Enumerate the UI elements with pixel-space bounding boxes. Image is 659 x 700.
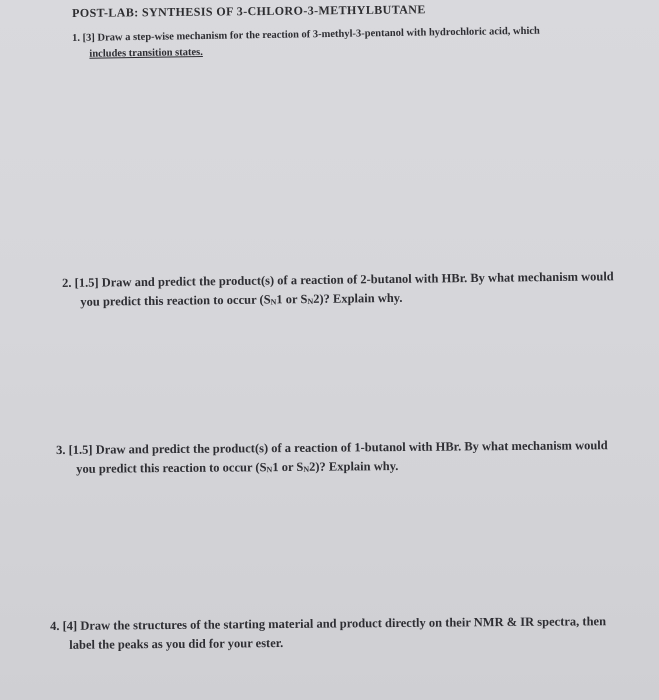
- question-4: [50, 612, 606, 655]
- question-1-points: [3]: [82, 32, 95, 44]
- question-4-number: 4.: [50, 618, 60, 633]
- question-1: [72, 24, 540, 63]
- question-3-line-2-start: you predict this reaction to occur (S: [76, 460, 267, 476]
- question-2-line-2-start: you predict this reaction to occur (S: [80, 292, 271, 309]
- question-1-number: 1.: [72, 32, 81, 44]
- question-2-subscript-1: N: [270, 297, 277, 307]
- question-3-text: Draw and predict the product(s) of a reaction of 1-butanol with HBr. By what mechanism would: [95, 438, 608, 457]
- question-2: [62, 267, 614, 314]
- question-4-points: [4]: [62, 618, 78, 633]
- question-2-number: 2.: [62, 275, 72, 290]
- question-3: [56, 436, 608, 481]
- question-3-line-2-end: 2)? Explain why.: [309, 459, 399, 474]
- question-1-text: Draw a step-wise mechanism for the reaction of 3-methyl-3-pentanol with hydrochloric acid, which: [97, 25, 540, 44]
- question-3-subscript-2: N: [303, 464, 310, 474]
- question-3-subscript-1: N: [266, 465, 273, 475]
- question-3-line-2-mid: 1 or S: [272, 459, 304, 475]
- page-title: POST-LAB: SYNTHESIS OF 3-CHLORO-3-METHYLBUTANE: [72, 2, 426, 20]
- question-4-line-2: label the peaks as you did for your ester.: [69, 635, 284, 652]
- question-2-line-2-mid: 1 or S: [276, 292, 308, 307]
- question-3-number: 3.: [56, 442, 66, 457]
- question-3-points: [1.5]: [68, 442, 93, 457]
- question-2-text: Draw and predict the product(s) of a reaction of 2-butanol with HBr. By what mechanism would: [101, 269, 614, 290]
- question-2-subscript-2: N: [307, 296, 314, 307]
- question-3-line-2: [56, 455, 608, 481]
- question-1-line-2: includes transition states.: [89, 46, 203, 60]
- question-4-text: Draw the structures of the starting material and product directly on their NMR & IR spectra, then: [80, 614, 607, 633]
- question-2-points: [1.5]: [74, 275, 99, 290]
- question-2-line-2-end: 2)? Explain why.: [313, 290, 403, 306]
